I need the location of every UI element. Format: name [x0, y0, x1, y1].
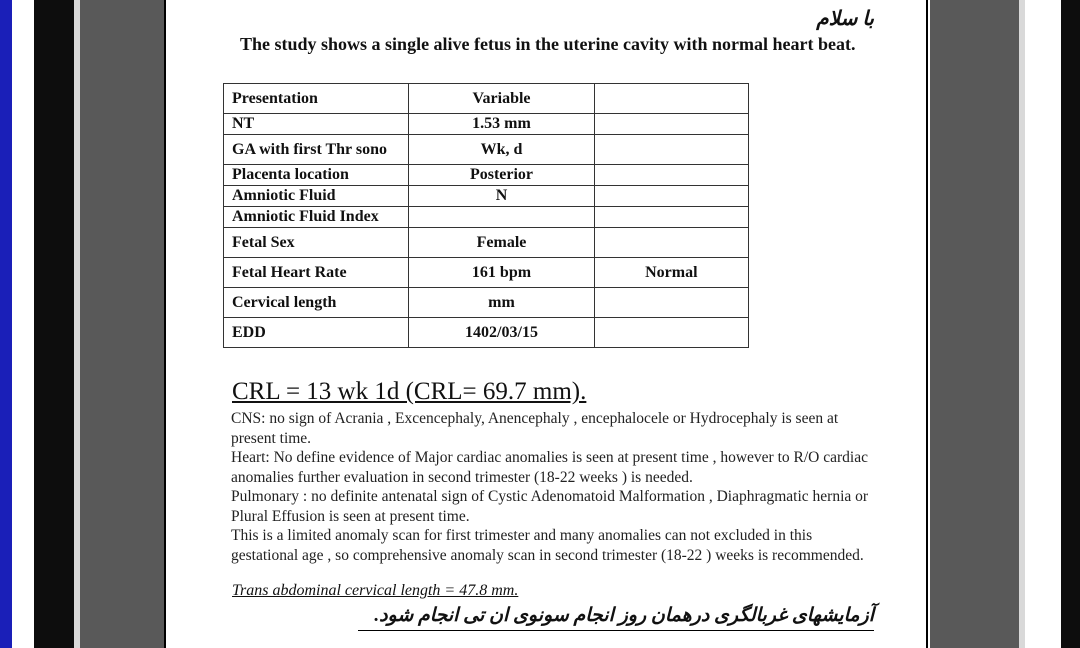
row-label: Amniotic Fluid Index [224, 207, 409, 228]
row-note [594, 135, 748, 165]
screening-note: آزمایشهای غربالگری درهمان روز انجام سونوی ان تی انجام شود. [358, 604, 874, 631]
crl-heading: CRL = 13 wk 1d (CRL= 69.7 mm). [232, 378, 587, 405]
row-label: EDD [224, 318, 409, 348]
row-note [594, 288, 748, 318]
row-label: Presentation [224, 84, 409, 114]
finding-pulmonary: Pulmonary : no definite antenatal sign of Cystic Adenomatoid Malformation , Diaphragmatic hernia or Plural Effusion is seen at present time. [231, 488, 869, 525]
screen-margin-left [12, 0, 34, 648]
row-value: 1402/03/15 [409, 318, 594, 348]
table-row [224, 84, 749, 114]
cervical-length-note: Trans abdominal cervical length = 47.8 mm. [232, 582, 519, 599]
table-row [224, 207, 749, 228]
row-label: Fetal Heart Rate [224, 258, 409, 288]
viewer-bar-right [1061, 0, 1080, 648]
table-row [224, 258, 749, 288]
row-note [594, 84, 748, 114]
table-row [224, 318, 749, 348]
row-label: Placenta location [224, 165, 409, 186]
viewer-frame-left [74, 0, 164, 648]
row-value: Wk, d [409, 135, 594, 165]
table-row [224, 288, 749, 318]
row-value [409, 207, 594, 228]
table-row [224, 135, 749, 165]
row-label: Amniotic Fluid [224, 186, 409, 207]
row-label: NT [224, 114, 409, 135]
findings-section [231, 409, 871, 565]
row-label: GA with first Thr sono [224, 135, 409, 165]
row-value: Posterior [409, 165, 594, 186]
row-note [594, 228, 748, 258]
viewer-bar-left [34, 0, 74, 648]
table-row [224, 114, 749, 135]
table-row [224, 186, 749, 207]
screen-margin-right [1025, 0, 1061, 648]
table-row [224, 228, 749, 258]
finding-cns: CNS: no sign of Acrania , Excencephaly, Anencephaly , encephalocele or Hydrocephaly is seen at present time. [231, 410, 839, 447]
greeting-text: با سلام [816, 8, 874, 30]
screen-edge-left [0, 0, 12, 648]
intro-text: The study shows a single alive fetus in the uterine cavity with normal heart beat. [240, 34, 856, 54]
table-row [224, 165, 749, 186]
row-value: mm [409, 288, 594, 318]
row-note [594, 165, 748, 186]
finding-heart: Heart: No define evidence of Major cardiac anomalies is seen at present time , however to R/O cardiac anomalies further evaluation in second trimester (18-22 weeks ) is needed. [231, 449, 868, 486]
row-note [594, 114, 748, 135]
report-table [223, 83, 749, 348]
viewer-frame-right [930, 0, 1025, 648]
row-value: 1.53 mm [409, 114, 594, 135]
report-page [164, 0, 930, 648]
row-value: Female [409, 228, 594, 258]
row-note [594, 207, 748, 228]
row-note [594, 318, 748, 348]
row-value: N [409, 186, 594, 207]
finding-limitation: This is a limited anomaly scan for first trimester and many anomalies can not excluded in this gestational age , so comprehensive anomaly scan in second trimester (18-22 ) weeks is recommended. [231, 527, 864, 564]
row-note: Normal [594, 258, 748, 288]
row-note [594, 186, 748, 207]
row-label: Fetal Sex [224, 228, 409, 258]
row-value: 161 bpm [409, 258, 594, 288]
row-value: Variable [409, 84, 594, 114]
row-label: Cervical length [224, 288, 409, 318]
